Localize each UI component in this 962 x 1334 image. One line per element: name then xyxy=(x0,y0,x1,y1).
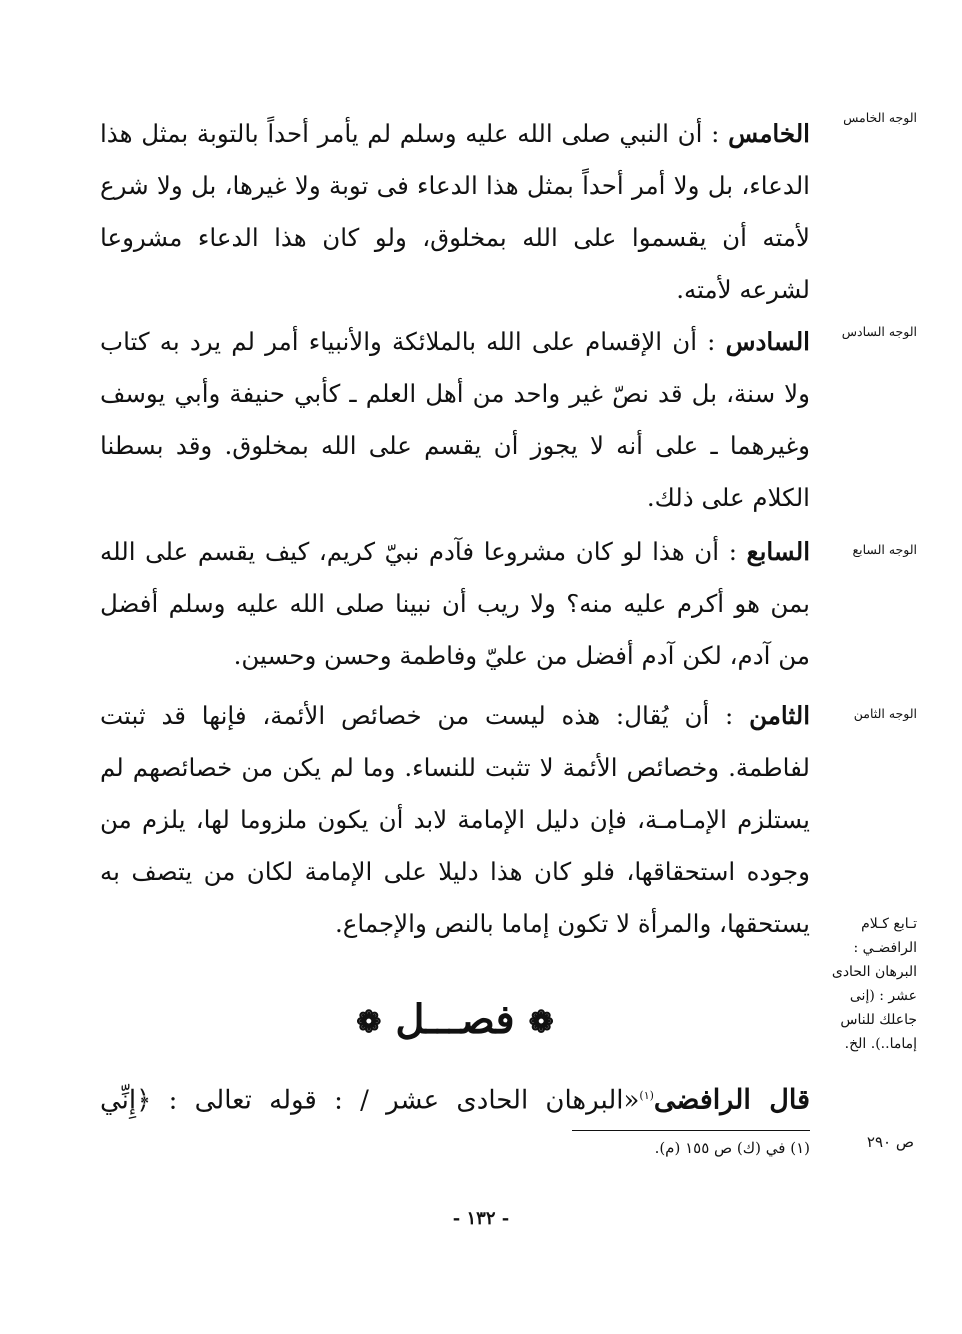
paragraph-sixth xyxy=(100,316,810,524)
margin-note-eighth: الوجه الثامن xyxy=(853,706,917,721)
footnote: (١) في (ك) ص ١٥٥ (م). xyxy=(654,1139,810,1157)
chapter-heading xyxy=(100,990,810,1053)
rafidi-text: «البرهان الحادى عشر / : قوله تعالى : ﴿إِنِّي xyxy=(100,1085,640,1116)
rafidi-lead: قال الرافضى xyxy=(653,1084,810,1116)
paragraph-text-sixth: : أن الإقسام على الله بالملائكة والأنبياء أمر لم يرد به كتاب ولا سنة، بل قد نصّ غير واحد من أهل العلم ـ كأبي حنيفة وأبي يوسف وغيرهما ـ على أنه لا يجوز أن يقسم على الله بمخلوق. وقد بسطنا الكلام على ذلك. xyxy=(100,327,810,512)
margin-note-fifth: الوجه الخامس xyxy=(843,110,917,125)
paragraph-seventh xyxy=(100,526,810,682)
paragraph-lead-seventh: السابع xyxy=(746,537,810,566)
page-number: - ١٣٢ - xyxy=(452,1208,510,1229)
footnote-divider xyxy=(572,1130,810,1131)
chapter-heading-title: فصـــل xyxy=(395,996,515,1043)
paragraph-lead-fifth: الخامس xyxy=(728,119,810,148)
paragraph-text-fifth: : أن النبي صلى الله عليه وسلم لم يأمر أحداً بالتوبة بمثل هذا الدعاء، بل ولا أمر أحداً بمثل هذا الدعاء فى توبة ولا غيرها، بل ولا شرع لأمته أن يقسموا على الله بمخلوق، ولو كان هذا الدعاء مشروعا لشرعه لأمته. xyxy=(100,119,810,304)
ornament-icon: ❁ xyxy=(356,1005,382,1040)
source-page-ref: ص ٢٩٠ xyxy=(866,1133,914,1151)
paragraph-lead-eighth: الثامن xyxy=(749,701,810,730)
margin-note-rafidi: تـابع كـلام الرافضـي : البرهان الحادى عشر : (إنى جاعلك للناس إماما..). الخ. xyxy=(831,916,917,1052)
margin-note-seventh: الوجه السابع xyxy=(852,542,917,557)
footnote-ref: (١) xyxy=(639,1089,654,1102)
ornament-icon: ❁ xyxy=(528,1005,554,1040)
paragraph-text-seventh: : أن هذا لو كان مشروعا فآدم نبيّ كريم، كيف يقسم على الله بمن هو أكرم عليه منه؟ ولا ريب أن نبينا صلى الله عليه وسلم أفضل من آدم، لكن آدم أفضل من عليّ وفاطمة وحسن وحسين. xyxy=(100,537,810,670)
paragraph-text-eighth: : أن يُقال: هذه ليست من خصائص الأئمة، فإنها قد ثبتت لفاطمة. وخصائص الأئمة لا تثبت للنساء. وما لم يكن من خصائصهم لم يستلزم الإمـامـة، فإن دليل الإمامة لابد أن يكون ملزوما لها، يلزم من وجوده استحقاقها، فلو كان هذا دليلا على الإمامة لكان من يتصف به يستحقها، والمرأة لا تكون إماما بالنص والإجماع. xyxy=(100,701,810,938)
margin-note-sixth: الوجه السادس xyxy=(841,324,917,339)
paragraph-eighth xyxy=(100,690,810,950)
paragraph-fifth xyxy=(100,108,810,316)
rafidi-line xyxy=(100,1070,810,1127)
paragraph-lead-sixth: السادس xyxy=(725,327,810,356)
